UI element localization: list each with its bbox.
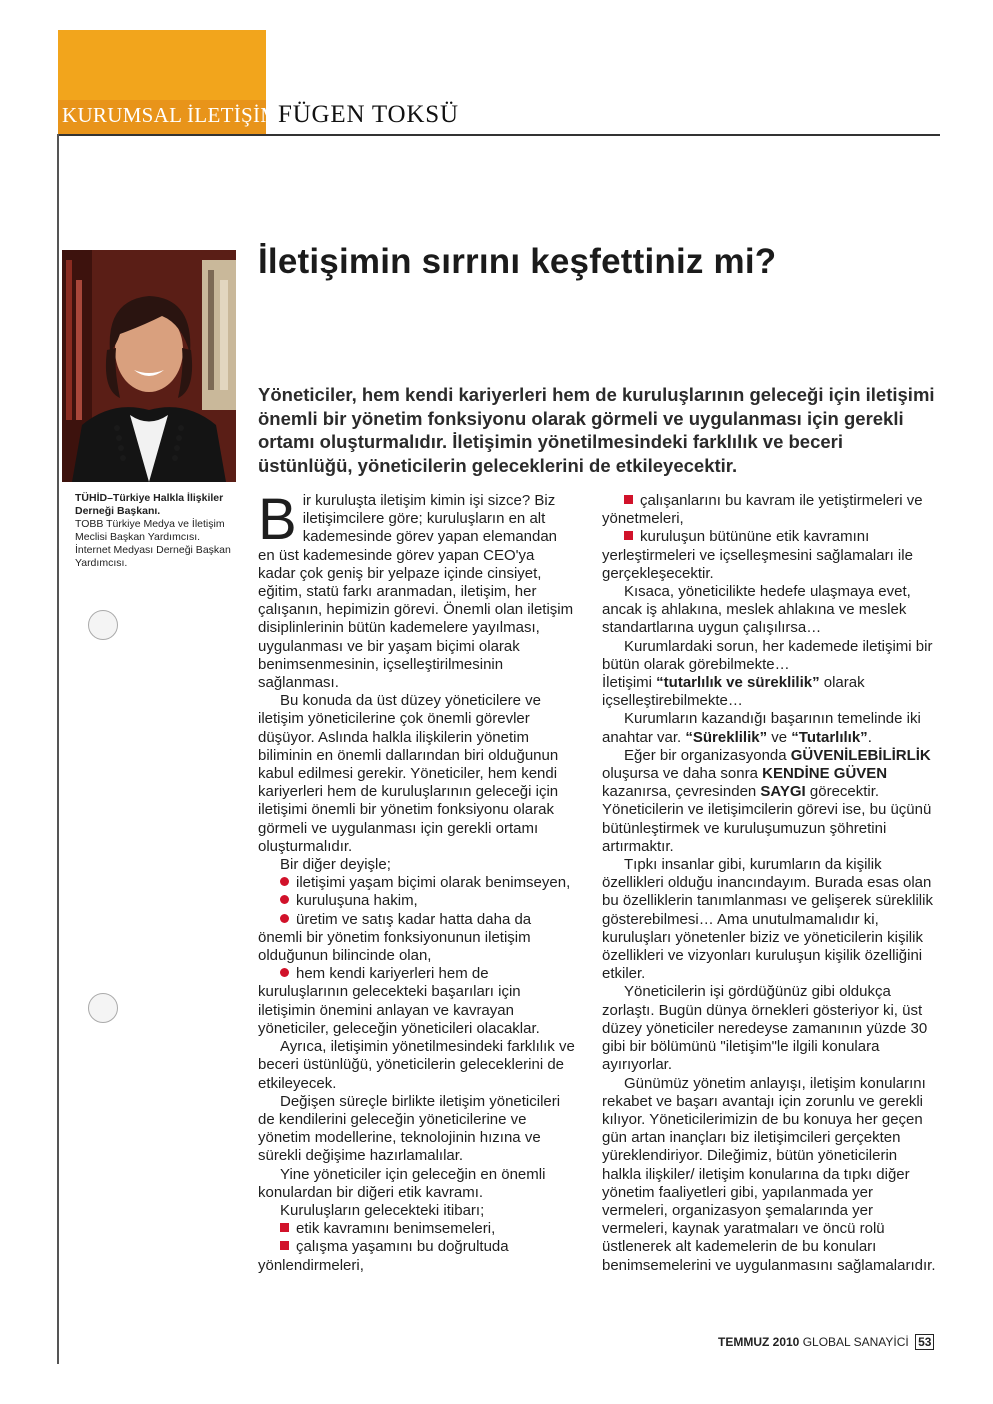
article-column-1	[258, 487, 576, 1275]
paragraph: Kısaca, yöneticilikte hedefe ulaşmaya evet, ancak iş ahlakına, meslek ahlakına ve meslek standartlarına uygun çalışılırsa…	[602, 583, 911, 637]
red-square-icon	[280, 1241, 289, 1250]
red-dot-icon	[280, 877, 289, 886]
bullet-text: hem kendi kariyerleri hem de kuruluşlarının gelecekteki başarıları için iletişimin önemini anlayan ve kavrayan yöneticiler, geleceğin yöneticileri olacaklar.	[258, 965, 540, 1037]
paragraph: Kuruluşların gelecekteki itibarı;	[280, 1201, 485, 1219]
emphasis: “Süreklilik”	[685, 728, 768, 746]
paragraph: Bu konuda da üst düzey yöneticilere ve iletişim yöneticilerine çok önemli görevler düşüyor. Aslında halkla ilişkilerin yönetim biliminin en önemli dallarından biri olduğunun kabul edilmesi gerekir. Yöneticiler, hem kendi kariyerleri hem de kuruluşlarının geleceği için iletişimi önemli bir yönetim fonksiyonu olarak görmeli ve uygulanması için gerekli ortamı oluşturmalıdır.	[258, 692, 559, 855]
bullet-text: çalışanlarını bu kavram ile yetiştirmeleri ve yönetmeleri,	[602, 492, 923, 528]
article-column-2	[602, 492, 938, 1275]
author-name: FÜGEN TOKSÜ	[278, 101, 459, 128]
emphasis: GÜVENİLEBİLİRLİK	[790, 746, 931, 764]
header-accent-block	[58, 30, 266, 100]
footer-date: TEMMUZ 2010	[718, 1335, 800, 1349]
text-run: İletişimi	[602, 674, 657, 692]
text-run: ve	[767, 728, 792, 746]
text-run: Eğer bir organizasyonda	[624, 746, 791, 764]
drop-cap: B	[258, 487, 297, 552]
text-run: kazanırsa, çevresinden	[602, 783, 761, 801]
paragraph: Tıpkı insanlar gibi, kurumların da kişilik özellikleri olduğu inancındayım. Burada esas olan bu özelliklerin tanımlanması ve gelişerek süreklilik gösterebilmesi… Ama unutulmamalıdır ki, kuruluşları yönetenler biziz ve yöneticilerin kişilik özellikleri ve vizyonları kuruluşun kişilik özelliğini etkiler.	[602, 856, 933, 983]
article-title: İletişimin sırrını keşfettiniz mi?	[258, 242, 777, 281]
paragraph	[258, 487, 576, 692]
red-square-icon	[624, 531, 633, 540]
text-run: Kurumların kazandığı başarının temelinde iki anahtar var.	[602, 710, 921, 746]
bullet-item	[258, 1220, 576, 1238]
bullet-text: çalışma yaşamını bu doğrultuda yönlendirmeleri,	[258, 1238, 509, 1274]
emphasis: “Tutarlılık”	[791, 728, 868, 746]
red-dot-icon	[280, 895, 289, 904]
author-caption	[75, 492, 240, 570]
red-square-icon	[280, 1223, 289, 1232]
bullet-text: etik kavramını benimsemeleri,	[296, 1220, 496, 1238]
caption-line: TOBB Türkiye Medya ve İletişim Meclisi Başkan Yardımcısı.	[75, 518, 225, 543]
red-dot-icon	[280, 968, 289, 977]
author-photo	[62, 250, 236, 482]
paragraph	[602, 710, 938, 746]
bullet-item	[258, 965, 576, 1038]
paragraph: Bir diğer deyişle;	[280, 856, 391, 874]
bullet-item	[602, 492, 938, 528]
emphasis: “tutarlılık ve süreklilik”	[656, 674, 820, 692]
bullet-item	[258, 874, 576, 892]
bullet-text: üretim ve satış kadar hatta daha da önemli bir yönetim fonksiyonunun iletişim olduğunun bilincinde olan,	[258, 910, 532, 965]
bullet-text: kuruluşun bütününe etik kavramını yerleştirmeleri ve içselleşmesini sağlamaları ile gerçekleşecektir.	[602, 528, 913, 582]
text-run: olarak içselleştirebilmekte…	[602, 674, 865, 710]
paragraph: Değişen süreçle birlikte iletişim yöneticileri de kendilerini geleceğin yöneticilerine ve yönetim modellerine, teknolojinin hızına ve sürekli değişime hazırlamalılar.	[258, 1092, 561, 1165]
paragraph-text: ir kuruluşta iletişim kimin işi sizce? Biz iletişimcilere göre; kuruluşların en alt kademesinde görev yapan elemandan en üst kademesinde görev yapan CEO'ya kadar çok geniş bir yelpaze içinde cinsiyet, eğitim, statü farkı aranmadan, iletişim, her çalışanın, hepimizin görevi. Önemli olan iletişim disiplinlerinin bütün kademelere yayılması, uygulanması ve bir yaşam biçimi olarak benimsenmesinin, içselleştirilmesinin sağlanması.	[258, 492, 574, 692]
article-lead: Yöneticiler, hem kendi kariyerleri hem de kuruluşlarının geleceği için iletişimi önemli bir yönetim fonksiyonu olarak görmeli ve uygulanması için gerekli ortamı oluşturmalıdır. İletişimin yönetilmesindeki farklılık ve beceri üstünlüğü, yöneticilerin geleceklerini de etkileyecektir.	[258, 384, 935, 476]
margin-rule	[57, 134, 59, 1364]
bullet-item	[258, 1238, 576, 1274]
bullet-item	[602, 528, 938, 583]
text-run: .	[867, 728, 872, 746]
text-run: oluşursa ve daha sonra	[602, 765, 763, 783]
header-rule	[58, 134, 940, 136]
red-dot-icon	[280, 914, 289, 923]
paragraph: Ayrıca, iletişimin yönetilmesindeki farklılık ve beceri üstünlüğü, yöneticilerin geleceklerini de etkileyecek.	[258, 1038, 575, 1092]
punch-hole	[88, 610, 118, 640]
bullet-text: iletişimi yaşam biçimi olarak benimseyen,	[296, 874, 571, 892]
paragraph: Günümüz yönetim anlayışı, iletişim konularını rekabet ve başarı avantajı için zorunlu ve gerekli kılıyor. Yöneticilerimizin de bu konuya her geçen gün artan inançları biz iletişimcileri gerçekten yüreklendiriyor. Dileğimiz, bütün yöneticilerin halkla ilişkiler/ iletişim konularına da tıpkı diğer yönetim faaliyetleri gibi, yapılanmada yer vermeleri, organizasyon şemalarında yer vermeleri, kaynak yaratmaları ve öncü rolü üstlenerek alt kademelerin de bu konuları benimsemelerini ve uygulanmasını sağlamalarıdır.	[602, 1074, 936, 1274]
punch-hole	[88, 993, 118, 1023]
red-square-icon	[624, 495, 633, 504]
bullet-text: kuruluşuna hakim,	[296, 892, 418, 910]
page-number: 53	[915, 1334, 934, 1350]
caption-line: İnternet Medyası Derneği Başkan Yardımcısı.	[75, 544, 231, 569]
paragraph	[602, 747, 938, 856]
paragraph: Yöneticilerin işi gördüğünüz gibi oldukça zorlaştı. Bugün dünya örnekleri gösteriyor ki, üst düzey yöneticiler neredeyse zamanının yüzde 30 gibi bir bölümünü "iletişim"le ilgili konulara ayırıyorlar.	[602, 983, 928, 1074]
emphasis: SAYGI	[760, 783, 806, 801]
paragraph: Yine yöneticiler için geleceğin en önemli konulardan bir diğeri etik kavramı.	[258, 1165, 546, 1201]
magazine-name: GLOBAL SANAYİCİ	[802, 1335, 909, 1349]
paragraph	[602, 674, 938, 710]
emphasis: KENDİNE GÜVEN	[762, 765, 888, 783]
text-run: görecektir. Yöneticilerin ve iletişimcilerin görevi ise, bu üçünü bütünleştirmek ve kuruluşumuzun şöhretini artırmaktır.	[602, 783, 932, 855]
paragraph: Kurumlardaki sorun, her kademede iletişimi bir bütün olarak görebilmekte…	[602, 637, 933, 673]
bullet-item	[258, 892, 576, 910]
caption-title: TÜHİD–Türkiye Halkla İlişkiler Derneği Başkanı.	[75, 492, 224, 517]
bullet-item	[258, 911, 576, 966]
section-label: KURUMSAL İLETİŞİM	[62, 103, 280, 127]
page-footer	[718, 1334, 934, 1350]
